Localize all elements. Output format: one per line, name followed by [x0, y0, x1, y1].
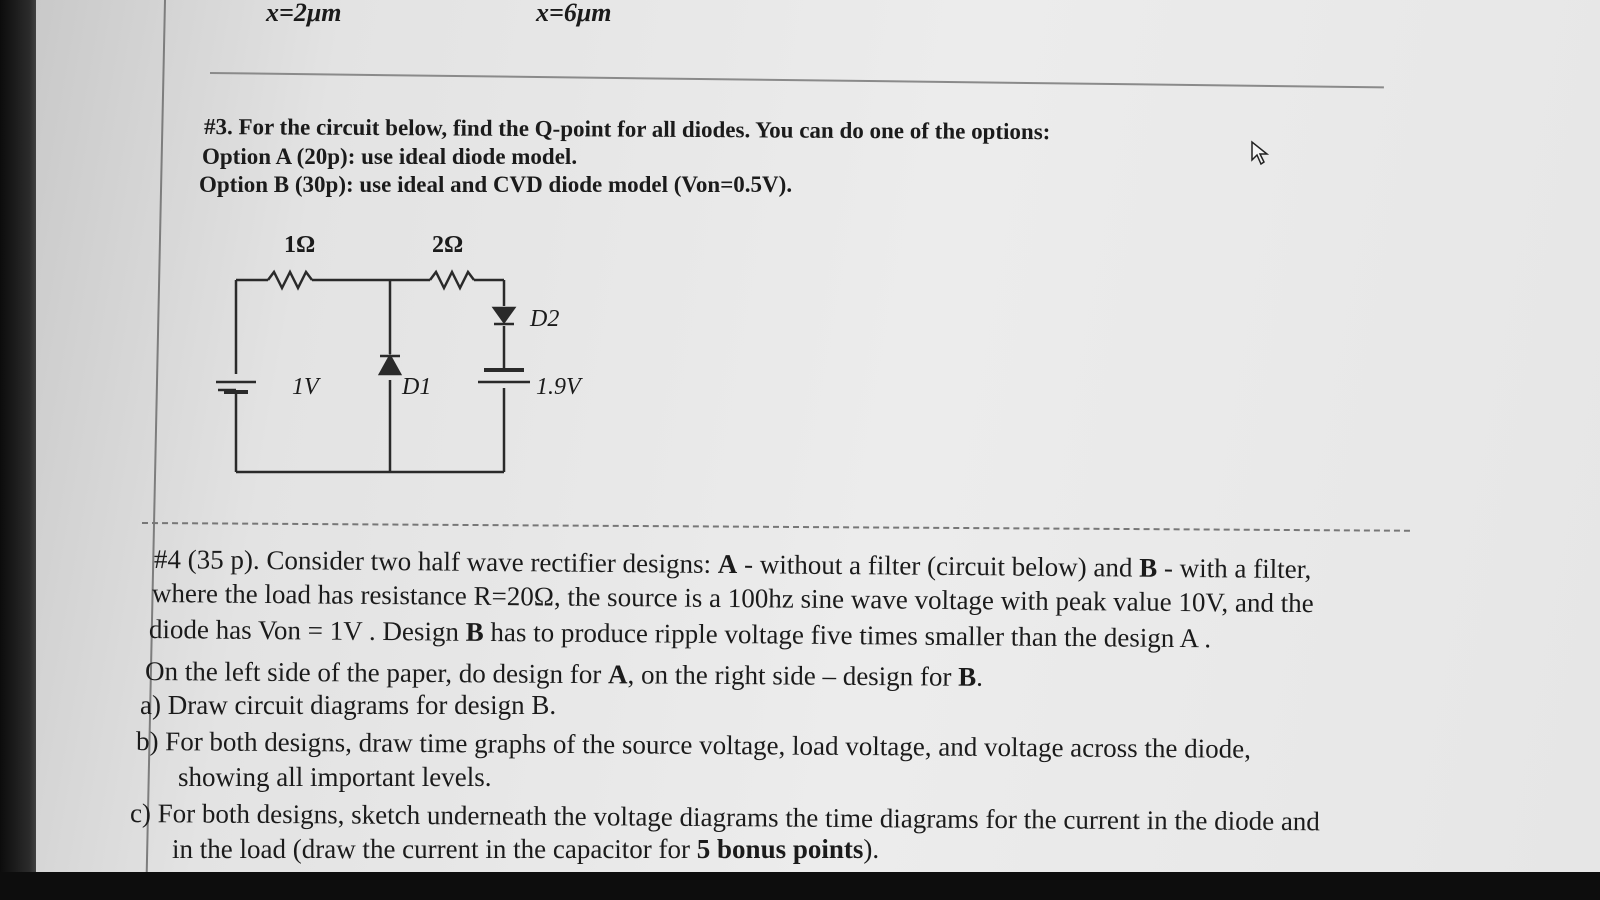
- problem3-option-a: Option A (20p): use ideal diode model.: [202, 144, 578, 169]
- problem4-line1: #4 (35 p). Consider two half wave rectifier designs: A - without a filter (circuit below) and B - with a filter,: [153, 544, 1312, 585]
- problem4-line4: On the left side of the paper, do design for A, on the right side – design for B.: [144, 656, 984, 692]
- section-divider-top: [210, 72, 1384, 88]
- label-v1: 1V: [292, 374, 319, 400]
- document-page: [36, 0, 1600, 874]
- problem4-item-b1: b) For both designs, draw time graphs of the source voltage, load voltage, and voltage across the diode,: [135, 726, 1252, 764]
- x-label-2um: x=2μm: [266, 0, 342, 27]
- label-v2: 1.9V: [536, 374, 581, 400]
- problem3-title: #3. For the circuit below, find the Q-point for all diodes. You can do one of the options:: [203, 114, 1051, 145]
- monitor-bezel-bottom: [0, 872, 1600, 900]
- problem4-item-b2: showing all important levels.: [178, 762, 492, 792]
- problem4-item-a: a) Draw circuit diagrams for design B.: [140, 690, 557, 720]
- label-r2: 2Ω: [432, 232, 464, 258]
- problem3-circuit: [196, 222, 696, 482]
- battery-1-9v: [478, 370, 530, 382]
- mouse-cursor-icon: [1250, 140, 1272, 166]
- x-label-6um: x=6μm: [536, 0, 612, 27]
- section-divider-dashed: [142, 522, 1410, 532]
- diode-d2: [494, 308, 514, 324]
- label-d1: D1: [402, 374, 432, 400]
- label-r1: 1Ω: [284, 232, 316, 258]
- problem3-option-b: Option B (30p): use ideal and CVD diode model (Von=0.5V).: [199, 172, 793, 197]
- problem4-item-c1: c) For both designs, sketch underneath the voltage diagrams the time diagrams for the current in the diode and: [129, 798, 1320, 837]
- resistor-r1: [268, 272, 312, 288]
- diode-d1: [380, 356, 400, 374]
- resistor-r2: [430, 272, 474, 288]
- label-d2: D2: [530, 306, 560, 332]
- problem4-line3: diode has Von = 1V . Design B has to produce ripple voltage five times smaller than the design A .: [148, 614, 1212, 654]
- problem4-line2: where the load has resistance R=20Ω, the source is a 100hz sine wave voltage with peak value 10V, and the: [151, 578, 1314, 619]
- problem4-item-c2: in the load (draw the current in the capacitor for 5 bonus points).: [172, 834, 880, 864]
